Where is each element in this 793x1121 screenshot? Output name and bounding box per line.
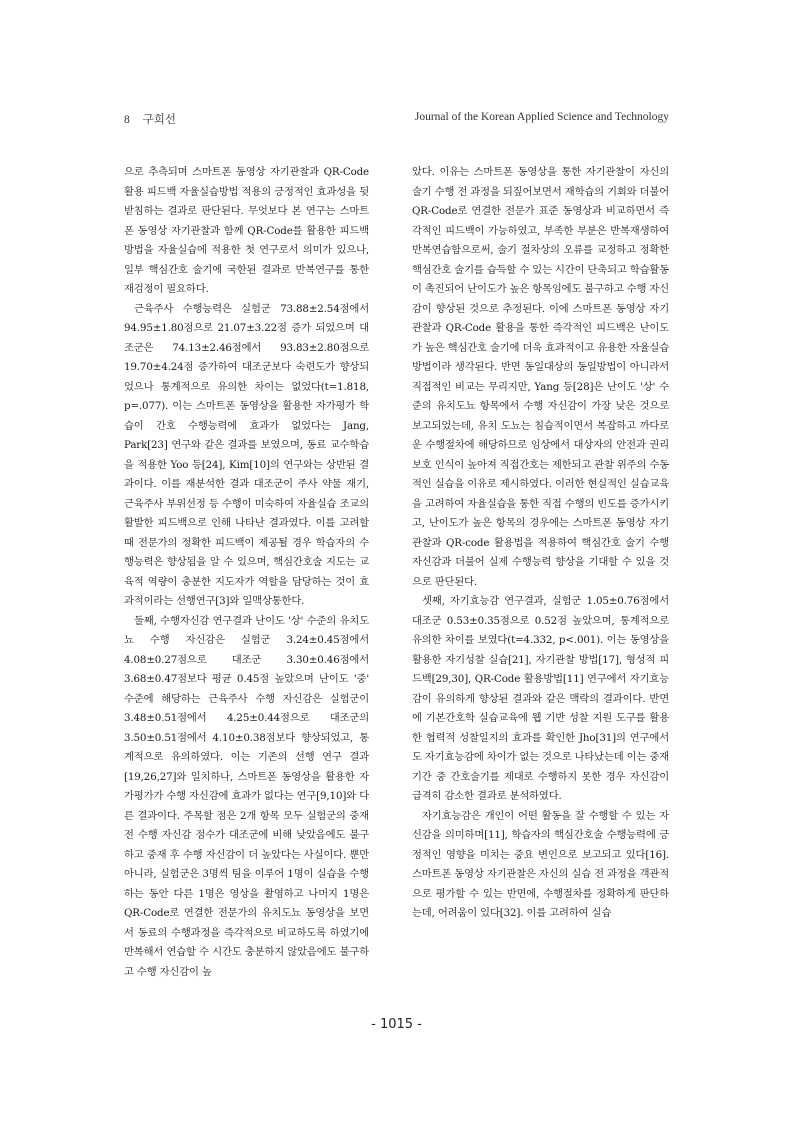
paragraph: 자기효능감은 개인이 어떤 활동을 잘 수행할 수 있는 자신감을 의미하며[11], 학습자의 핵심간호술 수행능력에 긍정적인 영향을 미치는 중요 변인으로 보고되고 있다[16]. 스마트폰 동영상 자기관찰은 자신의 실습 전 과정을 객관적으로 평가할 수 있는 반면에, 수행절차를 정확하게 판단하는데, 어려움이 있다[32]. 이를 고려하여 실습: [412, 809, 669, 919]
paragraph: 으로 추측되며 스마트폰 동영상 자기관찰과 QR-Code 활용 피드백 자율실습방법 적용의 긍정적인 효과성을 뒷받침하는 결과로 판단된다. 무엇보다 본 연구는 스마트폰 동영상 자기관찰과 함께 QR-Code를 활용한 피드백 방법을 자율실습에 적용한 첫 연구로서 의미가 있으나, 일부 핵심간호 술기에 국한된 결과로 반복연구를 통한 재검정이 필요하다.: [124, 166, 369, 295]
left-column: [124, 163, 369, 982]
header-left: [124, 111, 176, 127]
header-journal-title: Journal of the Korean Applied Science and Technology: [414, 111, 669, 123]
paragraph: 근육주사 수행능력은 실험군 73.88±2.54점에서 94.95±1.80점으로 21.07±3.22점 증가 되었으며 대조군은 74.13±2.46점에서 93.83±2.80점으로 19.70±4.24점 증가하여 대조군보다 숙련도가 향상되었으나 통계적으로 유의한 차이는 없었다(t=1.818, p=.077). 이는 스마트폰 동영상을 활용한 자가평가 학습이 간호 수행능력에 효과가 없었다는 Jang, Park[23] 연구와 같은 결과를 보였으며, 동료 교수학습을 적용한 Yoo 등[24], Kim[10]의 연구와는 상반된 결과이다. 이를 재분석한 결과 대조군이 주사 약물 재기, 근육주사 부위선정 등 수행이 미숙하여 자율실습 조교의 활발한 피드백으로 인해 나타난 결과였다. 이를 고려할 때 전문가의 정확한 피드백이 제공될 경우 학습자의 수행능력은 향상됨을 알 수 있으며, 핵심간호술 지도는 교육적 역량이 충분한 지도자가 역할을 담당하는 것이 효과적이라는 선행연구[3]와 일맥상통한다.: [124, 302, 369, 607]
header-page-number: 8: [124, 114, 130, 126]
paragraph: 둘째, 수행자신감 연구결과 난이도 '상' 수준의 유치도뇨 수행 자신감은 실험군 3.24±0.45점에서 4.08±0.27점으로 대조군 3.30±0.46점에서 3.68±0.47점보다 평균 0.45점 높았으며 난이도 '중' 수준에 해당하는 근육주사 수행 자신감은 실험군이 3.48±0.51점에서 4.25±0.44점으로 대조군의 3.50±0.51점에서 4.10±0.38점보다 향상되었고, 통계적으로 유의하였다. 이는 기존의 선행 연구 결과[19,26,27]와 일치하나, 스마트폰 동영상을 활용한 자가평가가 수행 자신감에 효과가 없다는 연구[9,10]와 다른 결과이다. 주목할 점은 2개 항목 모두 실험군의 중재 전 수행 자신감 점수가 대조군에 비해 낮았음에도 불구하고 중재 후 수행 자신감이 더 높았다는 사실이다. 뿐만아니라, 실험군은 3명씩 팀을 이루어 1명이 실습을 수행하는 동안 다른 1명은 영상을 촬영하고 나머지 1명은 QR-Code로 연결한 전문가의 유치도뇨 동영상을 보면서 동료의 수행과정을 즉각적으로 비교하도록 하였기에 반복해서 연습할 수 시간도 충분하지 않았음에도 불구하고 수행 자신감이 높: [124, 614, 369, 978]
page-number: - 1015 -: [371, 1017, 422, 1032]
right-column: [412, 163, 669, 924]
paragraph: 았다. 이유는 스마트폰 동영상을 통한 자기관찰이 자신의 술기 수행 전 과정을 되짚어보면서 재학습의 기회와 더불어 QR-Code로 연결한 전문가 표준 동영상과 비교하면서 즉각적인 피드백이 가능하였고, 부족한 부분은 반복재생하여 반복연습함으로써, 술기 절차상의 오류를 교정하고 정확한 핵심간호 술기를 습득할 수 있는 시간이 단축되고 학습활동이 촉진되어 난이도가 높은 항목임에도 불구하고 수행 자신감이 향상된 것으로 추정된다. 이에 스마트폰 동영상 자기관찰과 QR-Code 활용을 통한 즉각적인 피드백은 난이도가 높은 핵심간호 술기에 더욱 효과적이고 유용한 자율실습 방법이라 생각된다. 반면 동일대상의 동일방법이 아니라서 직접적인 비교는 무리지만, Yang 등[28]은 난이도 '상' 수준의 유치도뇨 항목에서 수행 자신감이 가장 낮은 것으로 보고되었는데, 유치 도뇨는 침습적이면서 복잡하고 까다로운 수행절차에 해당하므로 임상에서 대상자의 안전과 권리 보호 인식이 높아져 직접간호는 제한되고 관찰 위주의 수동적인 실습을 이유로 제시하였다. 이러한 현실적인 실습교육을 고려하여 자율실습을 통한 직접 수행의 빈도를 증가시키고, 난이도가 높은 항목의 경우에는 스마트폰 동영상 자기관찰과 QR-code 활용법을 적용하여 핵심간호 술기 수행 자신감과 더불어 실제 수행능력 향상을 기대할 수 있을 것으로 판단된다.: [412, 166, 669, 588]
paragraph: 셋째, 자기효능감 연구결과, 실험군 1.05±0.76점에서 대조군 0.53±0.35점으로 0.52점 높았으며, 통계적으로 유의한 차이를 보였다(t=4.332, p<.001). 이는 동영상을 활용한 자기성찰 실습[21], 자기관찰 방법[17], 형성적 피드백[29,30], QR-Code 활용방법[11] 연구에서 자기효능감이 유의하게 향상된 결과와 같은 맥락의 결과이다. 반면에 기본간호학 실습교육에 웹 기반 성찰 지원 도구를 활용한 협력적 성찰일지의 효과를 확인한 Jho[31]의 연구에서도 자기효능감에 차이가 없는 것으로 나타났는데 이는 중재 기간 중 간호술기를 제대로 수행하지 못한 경우 자신감이 급격히 감소한 결과로 분석하였다.: [412, 595, 669, 802]
header-author: 구희선: [142, 114, 176, 126]
